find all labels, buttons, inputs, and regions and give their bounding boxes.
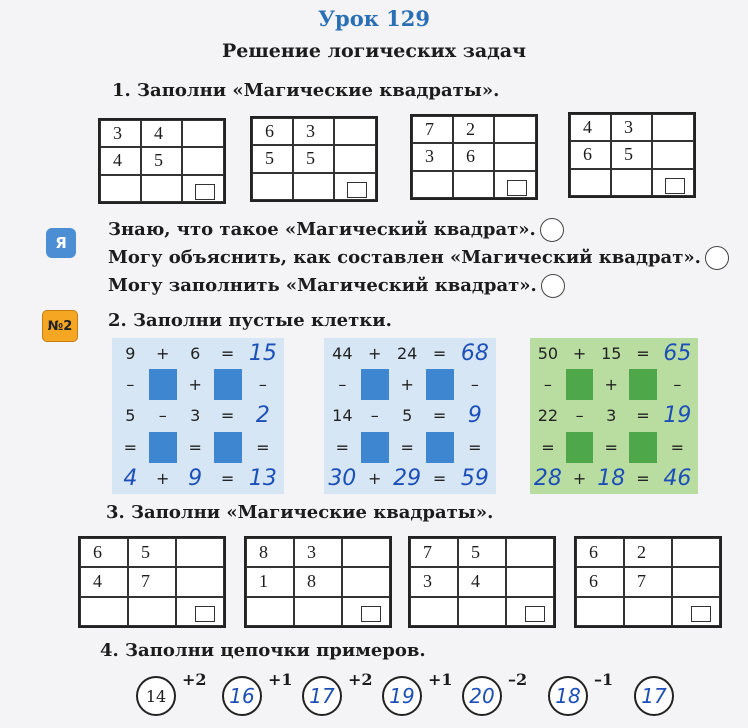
square-cell[interactable]: 3	[412, 143, 453, 170]
square-cell[interactable]	[182, 120, 224, 147]
square-cell[interactable]	[334, 118, 376, 145]
square-cell[interactable]	[182, 147, 224, 174]
chain-operation: –2	[508, 670, 528, 689]
grid-cell[interactable]: 5	[402, 406, 413, 426]
grid-cell[interactable]: +	[368, 468, 382, 488]
square-cell[interactable]	[652, 169, 694, 196]
square-cell[interactable]	[100, 175, 141, 202]
grid-cell[interactable]: =	[220, 468, 235, 488]
answer-box[interactable]	[665, 178, 685, 194]
answer-box[interactable]	[347, 182, 367, 198]
square-cell[interactable]: 7	[412, 116, 453, 143]
square-cell[interactable]	[672, 597, 720, 626]
square-cell[interactable]	[342, 567, 390, 596]
grid-cell[interactable]: =	[468, 437, 482, 457]
square-cell[interactable]: 8	[294, 567, 342, 596]
square-cell[interactable]: 3	[293, 118, 334, 145]
grid-cell	[566, 432, 594, 463]
grid-cell[interactable]: 68	[460, 341, 489, 367]
grid-cell[interactable]: 30	[328, 465, 357, 491]
square-cell[interactable]	[570, 169, 611, 196]
grid-cell[interactable]: 19	[663, 403, 692, 429]
chain-start-node: 14	[136, 676, 176, 716]
self-check-circle-3[interactable]	[541, 274, 565, 298]
square-cell[interactable]: 3	[611, 114, 652, 141]
square-cell[interactable]	[176, 597, 224, 626]
grid-cell	[629, 432, 657, 463]
chain-operation: +2	[182, 670, 207, 689]
grid-cell[interactable]: 65	[663, 341, 692, 367]
grid-cell[interactable]: 13	[248, 465, 277, 491]
grid-cell[interactable]: +	[604, 375, 618, 395]
square-cell[interactable]	[576, 597, 624, 626]
square-cell[interactable]	[246, 597, 294, 626]
grid-cell	[149, 432, 177, 463]
square-cell[interactable]	[342, 597, 390, 626]
square-cell[interactable]	[294, 597, 342, 626]
square-cell[interactable]	[410, 597, 458, 626]
square-cell[interactable]	[672, 567, 720, 596]
grid-cell[interactable]: 3	[606, 406, 617, 426]
chain-operation: –1	[594, 670, 614, 689]
grid-cell[interactable]: +	[572, 344, 587, 364]
grid-cell[interactable]: 9	[188, 465, 203, 491]
square-cell[interactable]: 3	[100, 120, 141, 147]
lesson-title: Урок 129	[317, 6, 431, 31]
grid-cell[interactable]: =	[432, 468, 447, 488]
grid-cell[interactable]: +	[156, 344, 170, 364]
grid-cell[interactable]: =	[400, 437, 414, 457]
grid-cell[interactable]: 9	[125, 344, 136, 364]
grid-cell[interactable]: 46	[663, 465, 692, 491]
task3-magic-square-3	[408, 536, 556, 628]
grid-cell[interactable]: 18	[597, 465, 626, 491]
square-cell[interactable]	[458, 597, 506, 626]
chain-answer-node[interactable]: 20	[462, 676, 502, 716]
grid-cell	[426, 432, 454, 463]
grid-cell[interactable]: =	[636, 468, 650, 488]
square-cell[interactable]	[293, 173, 334, 200]
task3-magic-square-1	[78, 536, 226, 628]
square-cell[interactable]: 7	[128, 567, 176, 596]
grid-cell	[361, 369, 389, 400]
grid-cell[interactable]: –	[258, 375, 267, 395]
task1-magic-square-2	[250, 116, 378, 202]
square-cell[interactable]: 6	[80, 538, 128, 567]
grid-cell[interactable]: 15	[248, 341, 277, 367]
square-cell[interactable]: 4	[570, 114, 611, 141]
answer-box[interactable]	[361, 606, 381, 622]
grid-cell[interactable]: +	[188, 375, 202, 395]
grid-cell[interactable]: 6	[190, 344, 201, 364]
answer-box[interactable]	[195, 184, 215, 200]
grid-cell	[426, 369, 454, 400]
square-cell[interactable]	[176, 538, 224, 567]
task1-title: 1. Заполни «Магические квадраты».	[112, 80, 500, 101]
grid-cell[interactable]: 29	[393, 465, 422, 491]
grid-cell[interactable]: –	[126, 375, 135, 395]
square-cell[interactable]	[611, 169, 652, 196]
square-cell[interactable]: 8	[246, 538, 294, 567]
grid-cell[interactable]: =	[256, 437, 270, 457]
square-cell[interactable]: 5	[141, 147, 182, 174]
grid-cell[interactable]: 28	[533, 465, 562, 491]
answer-box[interactable]	[507, 180, 527, 196]
square-cell[interactable]	[453, 171, 494, 198]
grid-cell[interactable]: =	[541, 437, 555, 457]
chain-answer-node[interactable]: 16	[222, 676, 262, 716]
square-cell[interactable]: 7	[624, 567, 672, 596]
square-cell[interactable]	[624, 597, 672, 626]
grid-cell[interactable]: =	[604, 437, 618, 457]
chain-operation: +1	[428, 670, 453, 689]
grid-cell[interactable]: 4	[123, 465, 138, 491]
square-cell[interactable]: 5	[128, 538, 176, 567]
grid-cell[interactable]: =	[636, 406, 650, 426]
chain-operation: +2	[348, 670, 373, 689]
task1-magic-square-1	[98, 118, 226, 204]
answer-box[interactable]	[195, 606, 215, 622]
grid-cell[interactable]: +	[368, 344, 382, 364]
equation-grid-1	[112, 338, 284, 494]
square-cell[interactable]: 2	[453, 116, 494, 143]
grid-cell[interactable]: =	[670, 437, 685, 457]
grid-cell[interactable]: =	[636, 344, 650, 364]
self-check-icon: Я	[46, 228, 76, 258]
square-cell[interactable]: 4	[100, 147, 141, 174]
answer-box[interactable]	[525, 606, 545, 622]
square-cell[interactable]	[494, 143, 536, 170]
self-check-circle-2[interactable]	[705, 246, 729, 270]
grid-cell[interactable]: =	[220, 406, 235, 426]
grid-cell[interactable]: 14	[332, 406, 353, 426]
grid-cell[interactable]: =	[432, 344, 447, 364]
square-cell[interactable]	[672, 538, 720, 567]
square-cell[interactable]: 5	[293, 145, 334, 172]
task3-title: 3. Заполни «Магические квадраты».	[106, 502, 494, 523]
task2-badge: №2	[42, 310, 78, 342]
grid-cell[interactable]: –	[575, 406, 584, 426]
grid-cell[interactable]: 24	[396, 344, 418, 364]
chain-answer-node[interactable]: 17	[634, 676, 674, 716]
square-cell[interactable]	[128, 597, 176, 626]
grid-cell[interactable]: 3	[190, 406, 201, 426]
square-cell[interactable]	[506, 567, 554, 596]
chain-answer-node[interactable]: 19	[382, 676, 422, 716]
grid-cell[interactable]: =	[335, 437, 350, 457]
task3-magic-square-4	[574, 536, 722, 628]
chain-answer-node[interactable]: 18	[548, 676, 588, 716]
task2-title: 2. Заполни пустые клетки.	[108, 310, 392, 331]
grid-cell[interactable]: =	[123, 437, 138, 457]
square-cell[interactable]: 5	[252, 145, 293, 172]
grid-cell[interactable]: +	[156, 468, 170, 488]
task3-magic-square-2	[244, 536, 392, 628]
square-cell[interactable]: 3	[410, 567, 458, 596]
grid-cell[interactable]: 59	[460, 465, 489, 491]
grid-cell[interactable]: 2	[255, 403, 270, 429]
square-cell[interactable]: 6	[576, 567, 624, 596]
task1-magic-square-3	[410, 114, 538, 200]
grid-cell[interactable]: 44	[332, 344, 353, 364]
grid-cell	[566, 369, 594, 400]
self-check-line-2: Могу объяснить, как составлен «Магический квадрат».	[108, 246, 729, 270]
grid-cell[interactable]: –	[338, 375, 347, 395]
self-check-line-1: Знаю, что такое «Магический квадрат».	[108, 218, 564, 242]
grid-cell[interactable]: 22	[537, 406, 559, 426]
square-cell[interactable]: 5	[458, 538, 506, 567]
grid-cell	[629, 369, 657, 400]
task4-title: 4. Заполни цепочки примеров.	[100, 640, 426, 661]
square-cell[interactable]	[252, 173, 293, 200]
grid-cell[interactable]: +	[572, 468, 587, 488]
square-cell[interactable]: 6	[453, 143, 494, 170]
square-cell[interactable]	[342, 538, 390, 567]
grid-cell[interactable]: 9	[467, 403, 482, 429]
grid-cell[interactable]: –	[543, 375, 552, 395]
square-cell[interactable]	[494, 116, 536, 143]
square-cell[interactable]	[80, 597, 128, 626]
grid-cell	[149, 369, 177, 400]
square-cell[interactable]	[176, 567, 224, 596]
square-cell[interactable]	[141, 175, 182, 202]
lesson-subtitle: Решение логических задач	[221, 40, 527, 62]
square-cell[interactable]	[506, 538, 554, 567]
equation-grid-3	[530, 338, 698, 494]
square-cell[interactable]: 5	[611, 141, 652, 168]
grid-cell[interactable]: –	[470, 375, 479, 395]
chain-answer-node[interactable]: 17	[302, 676, 342, 716]
square-cell[interactable]	[652, 141, 694, 168]
grid-cell[interactable]: –	[158, 406, 167, 426]
chain-operation: +1	[268, 670, 293, 689]
square-cell[interactable]	[494, 171, 536, 198]
square-cell[interactable]: 3	[294, 538, 342, 567]
grid-cell	[214, 369, 242, 400]
equation-grid-2	[324, 338, 496, 494]
square-cell[interactable]: 6	[252, 118, 293, 145]
grid-cell	[361, 432, 389, 463]
square-cell[interactable]: 2	[624, 538, 672, 567]
square-cell[interactable]: 4	[80, 567, 128, 596]
grid-cell[interactable]: +	[400, 375, 414, 395]
square-cell[interactable]	[334, 173, 376, 200]
square-cell[interactable]: 6	[570, 141, 611, 168]
square-cell[interactable]: 4	[141, 120, 182, 147]
grid-cell[interactable]: =	[220, 344, 235, 364]
square-cell[interactable]	[652, 114, 694, 141]
square-cell[interactable]: 6	[576, 538, 624, 567]
grid-cell[interactable]: 5	[125, 406, 136, 426]
square-cell[interactable]	[182, 175, 224, 202]
answer-box[interactable]	[691, 606, 711, 622]
self-check-line-3: Могу заполнить «Магический квадрат».	[108, 274, 565, 298]
task1-magic-square-4	[568, 112, 696, 198]
grid-cell	[214, 432, 242, 463]
grid-cell[interactable]: 50	[537, 344, 559, 364]
grid-cell[interactable]: =	[432, 406, 447, 426]
square-cell[interactable]	[334, 145, 376, 172]
self-check-circle-1[interactable]	[540, 218, 564, 242]
square-cell[interactable]: 4	[458, 567, 506, 596]
grid-cell[interactable]: =	[188, 437, 202, 457]
square-cell[interactable]	[412, 171, 453, 198]
square-cell[interactable]: 1	[246, 567, 294, 596]
square-cell[interactable]	[506, 597, 554, 626]
grid-cell[interactable]: 15	[601, 344, 622, 364]
grid-cell[interactable]: –	[673, 375, 682, 395]
grid-cell[interactable]: –	[370, 406, 379, 426]
square-cell[interactable]: 7	[410, 538, 458, 567]
